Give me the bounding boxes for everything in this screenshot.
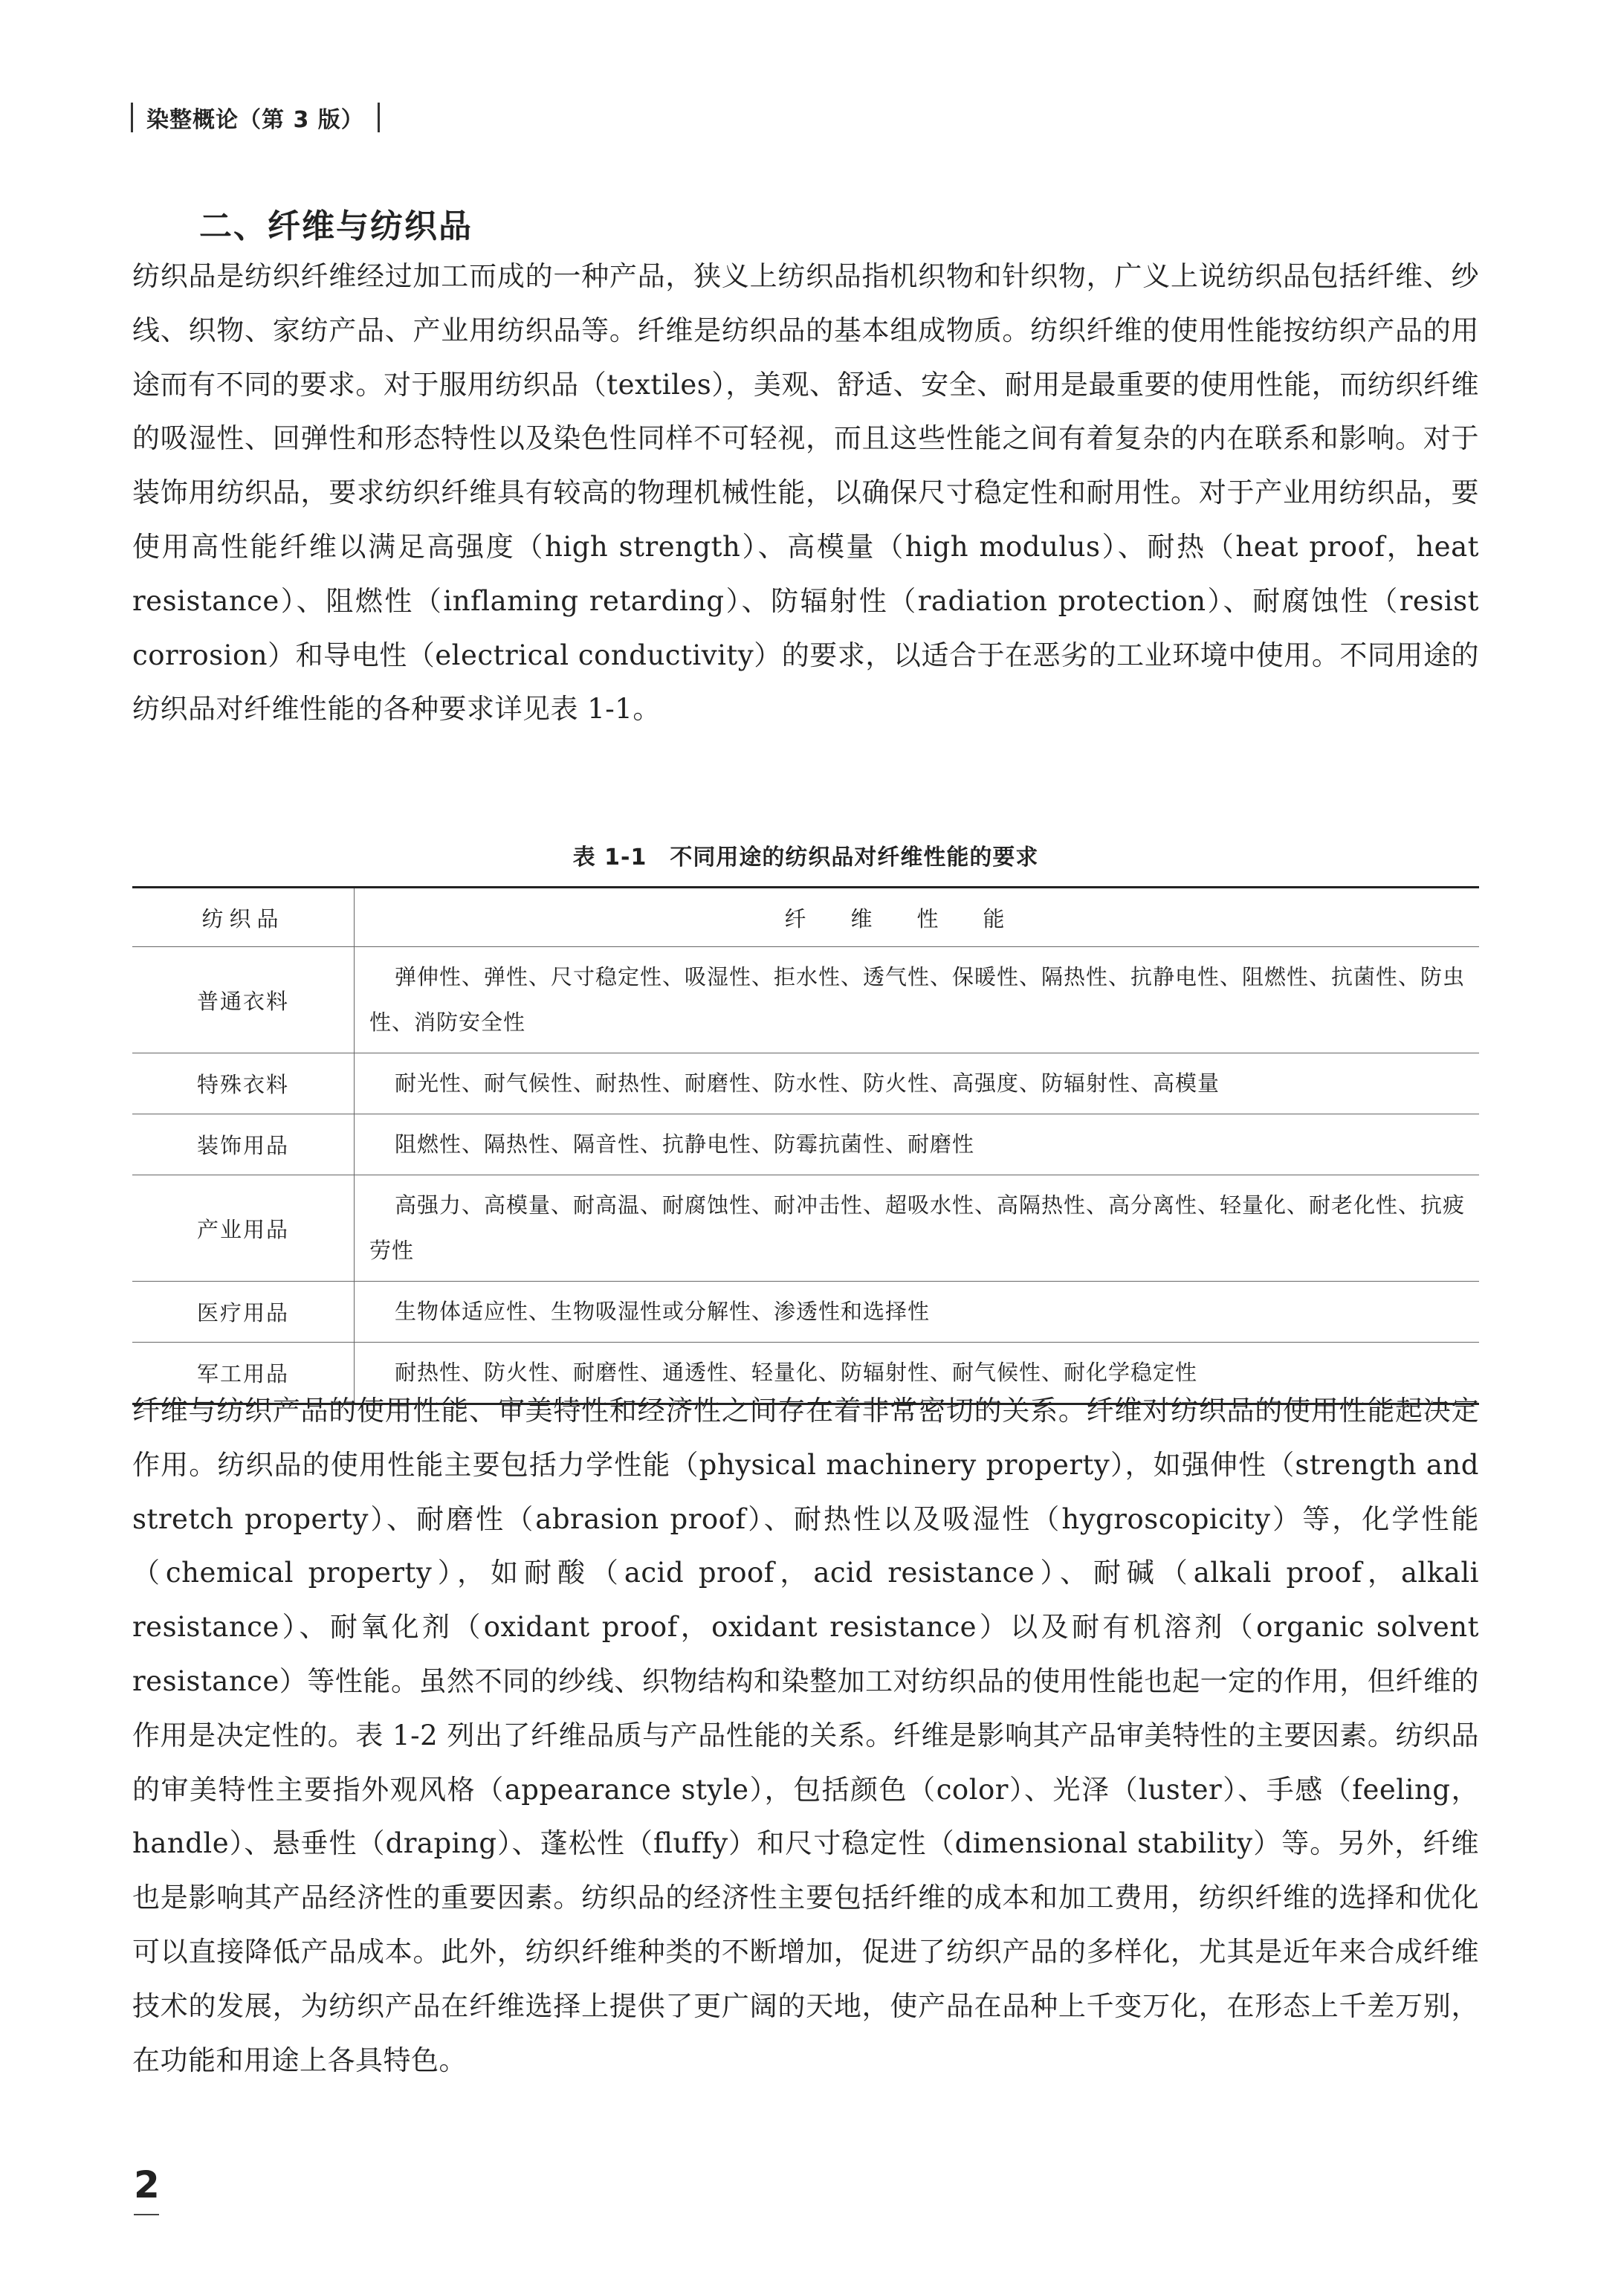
row-properties: 弹伸性、弹性、尺寸稳定性、吸湿性、拒水性、透气性、保暖性、隔热性、抗静电性、阻燃性、抗菌性、防虫性、消防安全性 xyxy=(355,947,1480,1053)
table-caption: 表 1-1 不同用途的纺织品对纤维性能的要求 xyxy=(572,845,1039,871)
table-row xyxy=(132,1282,1479,1343)
section-title: 二、纤维与纺织品 xyxy=(199,207,473,245)
page-number-rule xyxy=(134,2214,159,2215)
row-properties: 阻燃性、隔热性、隔音性、抗静电性、防霉抗菌性、耐磨性 xyxy=(355,1114,1480,1175)
col-header-textile: 纺织品 xyxy=(132,888,355,947)
page-number: 2 xyxy=(134,2163,160,2206)
paragraph-2: 纤维与纺织产品的使用性能、审美特性和经济性之间存在着非常密切的关系。纤维对纺织品的使用性能起决定作用。纺织品的使用性能主要包括力学性能（physical machinery property），如强伸性（strength and stretch property）、耐磨性（abrasion proof）、耐热性以及吸湿性（hygroscopicity）等，化学性能（chemical property），如耐酸（acid proof，acid resistance）、耐碱（alkali proof，alkali resistance）、耐氧化剂（oxidant proof，oxidant resistance）以及耐有机溶剂（organic solvent resistance）等性能。虽然不同的纱线、织物结构和染整加工对纺织品的使用性能也起一定的作用，但纤维的作用是决定性的。表 1-2 列出了纤维品质与产品性能的关系。纤维是影响其产品审美特性的主要因素。纺织品的审美特性主要指外观风格（appearance style），包括颜色（color）、光泽（luster）、手感（feeling，handle）、悬垂性（draping）、蓬松性（fluffy）和尺寸稳定性（dimensional stability）等。另外，纤维也是影响其产品经济性的重要因素。纺织品的经济性主要包括纤维的成本和加工费用，纺织纤维的选择和优化可以直接降低产品成本。此外，纺织纤维种类的不断增加，促进了纺织产品的多样化，尤其是近年来合成纤维技术的发展，为纺织产品在纤维选择上提供了更广阔的天地，使产品在品种上千变万化，在形态上千差万别，在功能和用途上各具特色。 xyxy=(132,1395,1479,2076)
row-category: 军工用品 xyxy=(132,1343,355,1404)
paragraph-1: 纺织品是纺织纤维经过加工而成的一种产品，狭义上纺织品指机织物和针织物，广义上说纺织品包括纤维、纱线、织物、家纺产品、产业用纺织品等。纤维是纺织品的基本组成物质。纺织纤维的使用性能按纺织产品的用途而有不同的要求。对于服用纺织品（textiles），美观、舒适、安全、耐用是最重要的使用性能，而纺织纤维的吸湿性、回弹性和形态特性以及染色性同样不可轻视，而且这些性能之间有着复杂的内在联系和影响。对于装饰用纺织品，要求纺织纤维具有较高的物理机械性能，以确保尺寸稳定性和耐用性。对于产业用纺织品，要使用高性能纤维以满足高强度（high strength）、高模量（high modulus）、耐热（heat proof，heat resistance）、阻燃性（inflaming retarding）、防辐射性（radiation protection）、耐腐蚀性（resist corrosion）和导电性（electrical conductivity）的要求，以适合于在恶劣的工业环境中使用。不同用途的纺织品对纤维性能的各种要求详见表 1-1。 xyxy=(132,260,1479,726)
running-title: 染整概论（第 3 版） xyxy=(146,107,364,133)
row-properties: 高强力、高模量、耐高温、耐腐蚀性、耐冲击性、超吸水性、高隔热性、高分离性、轻量化、耐老化性、抗疲劳性 xyxy=(355,1175,1480,1282)
row-properties: 生物体适应性、生物吸湿性或分解性、渗透性和选择性 xyxy=(355,1282,1480,1343)
row-category: 普通衣料 xyxy=(132,947,355,1053)
row-category: 装饰用品 xyxy=(132,1114,355,1175)
table-row xyxy=(132,1175,1479,1282)
table-header-row xyxy=(132,888,1479,947)
table-row xyxy=(132,1114,1479,1175)
header-right-rule xyxy=(378,103,380,132)
header-left-rule xyxy=(131,103,133,132)
requirements-table xyxy=(132,886,1479,1405)
running-header xyxy=(131,95,380,140)
row-category: 产业用品 xyxy=(132,1175,355,1282)
table-row xyxy=(132,947,1479,1053)
row-properties: 耐热性、防火性、耐磨性、通透性、轻量化、防辐射性、耐气候性、耐化学稳定性 xyxy=(355,1343,1480,1404)
row-category: 特殊衣料 xyxy=(132,1053,355,1114)
row-properties: 耐光性、耐气候性、耐热性、耐磨性、防水性、防火性、高强度、防辐射性、高模量 xyxy=(355,1053,1480,1114)
row-category: 医疗用品 xyxy=(132,1282,355,1343)
col-header-fiber-properties: 纤维性能 xyxy=(355,888,1480,947)
table-row xyxy=(132,1053,1479,1114)
